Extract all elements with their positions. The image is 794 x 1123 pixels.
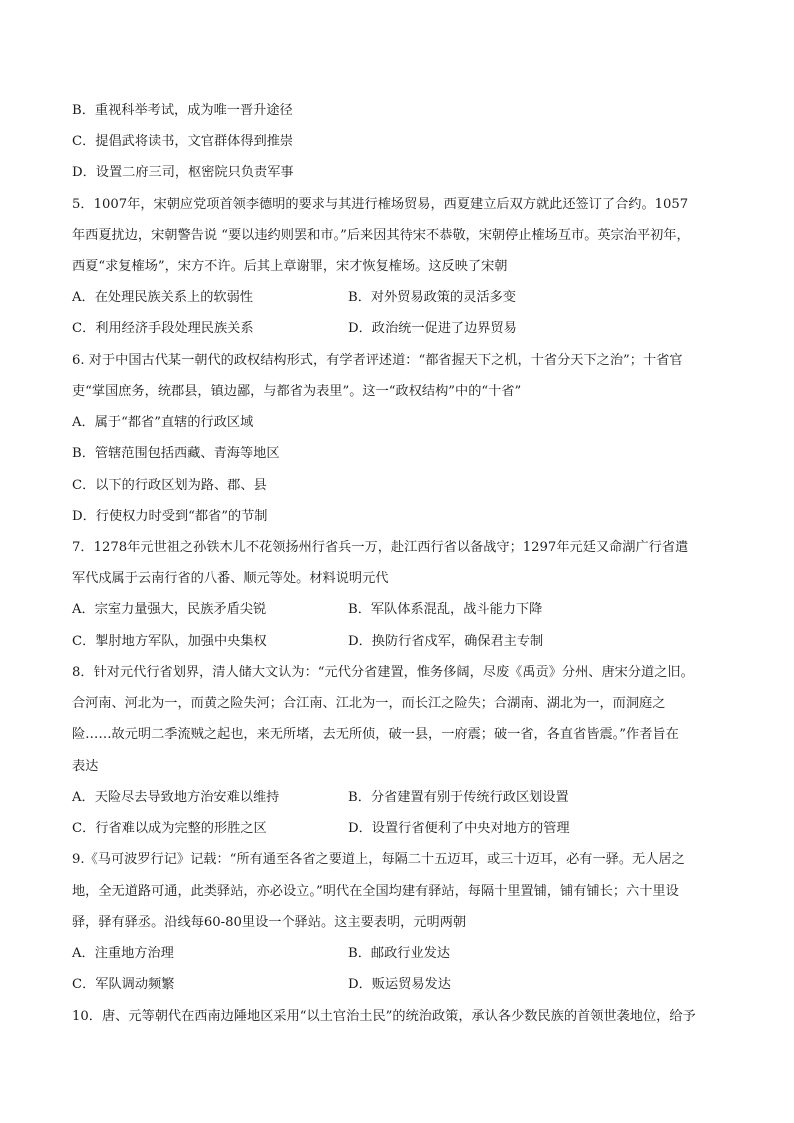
q8-stem-line-1: 8．针对元代行省划界，清人储大文认为：“元代分省建置，惟务侈阔，尽废《禹贡》分州、唐宋分道之旧。	[72, 665, 694, 680]
q9-stem-line-2: 地，全无道路可通，此类驿站，亦必设立。”明代在全国均建有驿站，每隔十里置铺，铺有铺长；六十里设	[72, 884, 679, 899]
q5-option-b: B．对外贸易政策的灵活多变	[348, 290, 516, 305]
q6-option-c: C．以下的行政区划为路、郡、县	[72, 478, 267, 493]
q7-option-a: A．宗室力量强大，民族矛盾尖锐	[72, 602, 267, 617]
q8-option-a: A．天险尽去导致地方治安难以维持	[72, 790, 280, 805]
q6-stem-line-1: 6. 对于中国古代某一朝代的政权结构形式，有学者评述道：“都省握天下之机，十省分天下之治”；十省官	[72, 353, 683, 368]
q9-option-b: B．邮政行业发达	[348, 946, 451, 961]
q7-option-c: C．掣肘地方军队，加强中央集权	[72, 634, 267, 649]
q7-stem-line-2: 军代戍属于云南行省的八番、顺元等处。材料说明元代	[72, 571, 389, 586]
q6-option-b: B．管辖范围包括西藏、青海等地区	[72, 446, 280, 461]
q10-stem-line-1: 10．唐、元等朝代在西南边陲地区采用“以土官治土民”的统治政策，承认各少数民族的首领世袭地位，给予	[72, 1009, 696, 1024]
q9-stem-line-3: 驿，驿有驿丞。沿线每60-80里设一个驿站。这主要表明，元明两朝	[72, 915, 467, 930]
prev-option-c: C．提倡武将读书，文官群体得到推崇	[72, 134, 294, 149]
q5-stem-line-2: 年西夏扰边，宋朝警告说 “要以违约则罢和市。”后来因其待宋不恭敬，宋朝停止榷场互市。英宗治平初年，	[72, 228, 690, 243]
q5-option-c: C．利用经济手段处理民族关系	[72, 321, 254, 336]
q9-option-c: C．军队调动频繁	[72, 977, 175, 992]
prev-option-b: B．重视科举考试，成为唯一晋升途径	[72, 103, 293, 118]
q5-stem-line-1: 5．1007年，宋朝应党项首领李德明的要求与其进行榷场贸易，西夏建立后双方就此还签订了合约。1057	[72, 197, 689, 212]
q5-stem-line-3: 西夏“求复榷场”，宋方不许。后其上章谢罪，宋才恢复榷场。这反映了宋朝	[72, 259, 508, 274]
q6-stem-line-2: 吏“掌国庶务，统郡县，镇边鄙，与都省为表里”。这一“政权结构”中的“十省”	[72, 384, 522, 399]
q8-option-c: C．行省难以成为完整的形胜之区	[72, 821, 267, 836]
q9-stem-line-1: 9.《马可波罗行记》记载：“所有通至各省之要道上，每隔二十五迈耳，或三十迈耳，必有一驿。无人居之	[72, 852, 685, 867]
prev-option-d: D．设置二府三司，枢密院只负责军事	[72, 165, 294, 180]
q6-option-d: D．行使权力时受到“都省”的节制	[72, 509, 268, 524]
q7-stem-line-1: 7．1278年元世祖之孙铁木儿不花领扬州行省兵一万，赴江西行省以备战守；1297年元廷又命湖广行省遣	[72, 540, 689, 555]
q9-option-a: A．注重地方治理	[72, 946, 174, 961]
q7-option-b: B．军队体系混乱，战斗能力下降	[348, 602, 543, 617]
q8-stem-line-2: 合河南、河北为一，而黄之险失河；合江南、江北为一，而长江之险失；合湖南、湖北为一，而洞庭之	[72, 696, 666, 711]
q7-option-d: D．换防行省戍军，确保君主专制	[348, 634, 544, 649]
q8-stem-line-3: 险……故元明二季流贼之起也，来无所堵，去无所侦，破一县，一府震；破一省，各直省皆震。”作者旨在	[72, 727, 679, 742]
q5-option-a: A．在处理民族关系上的软弱性	[72, 290, 253, 305]
q8-option-b: B．分省建置有别于传统行政区划设置	[348, 790, 569, 805]
q6-option-a: A．属于“都省”直辖的行政区域	[72, 415, 254, 430]
q8-stem-line-4: 表达	[72, 759, 99, 774]
q5-option-d: D．政治统一促进了边界贸易	[348, 321, 517, 336]
q8-option-d: D．设置行省便利了中央对地方的管理	[348, 821, 570, 836]
q9-option-d: D．贩运贸易发达	[348, 977, 451, 992]
